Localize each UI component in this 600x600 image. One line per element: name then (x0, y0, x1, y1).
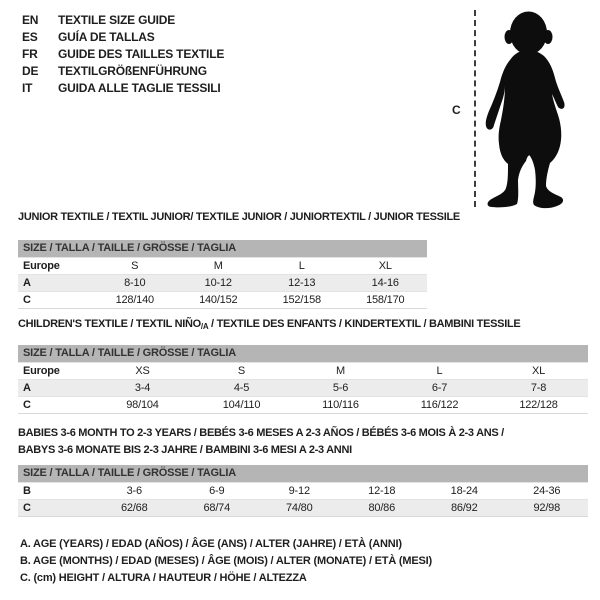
language-row (22, 46, 224, 63)
table-cell: L (298, 260, 305, 272)
table-row (18, 379, 588, 396)
title-text: / TEXTILE DES ENFANTS / KINDERTEXTIL / BAMBINI TESSILE (208, 318, 521, 330)
table-cell: XS (135, 365, 150, 377)
table-cell: 110/116 (322, 399, 359, 411)
height-measure-label: C (452, 103, 461, 117)
table-cell: 6-7 (431, 382, 448, 394)
row-label: C (23, 294, 31, 306)
table-cell: 62/68 (120, 502, 148, 514)
table-cell: 8-10 (124, 277, 146, 289)
language-row (22, 12, 224, 29)
table-cell: 10-12 (204, 277, 232, 289)
row-label: A (23, 382, 31, 394)
children-table-title (18, 318, 520, 331)
row-label: Europe (23, 260, 60, 272)
table-cell: L (436, 365, 443, 377)
title-subscript: /A (200, 322, 209, 331)
table-cell: 122/128 (519, 399, 558, 411)
junior-table-title: JUNIOR TEXTILE / TEXTIL JUNIOR/ TEXTILE JUNIOR / JUNIORTEXTIL / JUNIOR TESSILE (18, 211, 460, 223)
table-cell: 158/170 (366, 294, 405, 306)
row-label: B (23, 485, 31, 497)
babies-table-title-line2: BABYS 3-6 MONATE BIS 2-3 JAHRE / BAMBINI 3-6 MESI A 2-3 ANNI (18, 444, 352, 456)
table-cell: 68/74 (203, 502, 231, 514)
language-title: GUIDE DES TAILLES TEXTILE (58, 47, 225, 61)
table-row (18, 257, 427, 274)
size-table-header: SIZE / TALLA / TAILLE / GRÖSSE / TAGLIA (18, 240, 427, 257)
language-row (22, 29, 224, 46)
note-age-months: B. AGE (MONTHS) / EDAD (MESES) / ÂGE (MOIS) / ALTER (MONATE) / ETÀ (MESI) (20, 555, 432, 567)
table-cell: 18-24 (450, 485, 478, 497)
table-cell: 6-9 (209, 485, 225, 497)
table-cell: 5-6 (332, 382, 349, 394)
height-dashed-line (474, 10, 476, 207)
row-label: Europe (23, 365, 60, 377)
table-cell: 4-5 (233, 382, 250, 394)
table-cell: 104/110 (222, 399, 261, 411)
language-code: IT (22, 81, 33, 95)
table-cell: 80/86 (368, 502, 396, 514)
language-row (22, 80, 224, 97)
language-row (22, 63, 224, 80)
table-cell: 3-6 (126, 485, 142, 497)
table-cell: 152/158 (282, 294, 321, 306)
table-cell: 86/92 (450, 502, 478, 514)
table-cell: 7-8 (530, 382, 547, 394)
junior-size-table (18, 240, 427, 309)
language-title: TEXTILGRÖßENFÜHRUNG (58, 64, 207, 78)
table-cell: XL (531, 365, 546, 377)
size-table-header: SIZE / TALLA / TAILLE / GRÖSSE / TAGLIA (18, 465, 588, 482)
row-label: C (23, 399, 31, 411)
language-code: DE (22, 64, 39, 78)
table-cell: S (131, 260, 139, 272)
language-code: FR (22, 47, 38, 61)
table-cell: 3-4 (134, 382, 151, 394)
title-text: CHILDREN'S TEXTILE / TEXTIL NIÑO (18, 318, 201, 330)
table-cell: XL (378, 260, 392, 272)
table-row (18, 362, 588, 379)
note-age-years: A. AGE (YEARS) / EDAD (AÑOS) / ÂGE (ANS) / ALTER (JAHRE) / ETÀ (ANNI) (20, 538, 402, 550)
table-cell: M (336, 365, 345, 377)
table-cell: 9-12 (288, 485, 310, 497)
table-cell: 116/122 (420, 399, 459, 411)
table-cell: 92/98 (533, 502, 561, 514)
table-row (18, 274, 427, 291)
children-size-table (18, 345, 588, 414)
table-cell: 74/80 (285, 502, 313, 514)
language-title: GUIDA ALLE TAGLIE TESSILI (58, 81, 221, 95)
babies-size-table (18, 465, 588, 517)
table-row (18, 291, 427, 308)
language-title: TEXTILE SIZE GUIDE (58, 13, 176, 27)
table-cell: S (237, 365, 246, 377)
row-label: C (23, 502, 31, 514)
legend-notes (20, 536, 432, 587)
table-cell: 140/152 (199, 294, 238, 306)
language-code: ES (22, 30, 38, 44)
table-row (18, 499, 588, 516)
table-row (18, 482, 588, 499)
table-cell: 24-36 (533, 485, 561, 497)
table-cell: 14-16 (371, 277, 399, 289)
language-title: GUÍA DE TALLAS (58, 30, 155, 44)
note-height-cm: C. (cm) HEIGHT / ALTURA / HAUTEUR / HÖHE / ALTEZZA (20, 572, 307, 584)
table-cell: 98/104 (126, 399, 159, 411)
table-cell: 12-13 (288, 277, 316, 289)
babies-table-title-line1: BABIES 3-6 MONTH TO 2-3 YEARS / BEBÉS 3-6 MESES A 2-3 AÑOS / BÉBÉS 3-6 MOIS À 2-3 ANS / (18, 427, 504, 439)
table-row (18, 396, 588, 413)
size-table-header: SIZE / TALLA / TAILLE / GRÖSSE / TAGLIA (18, 345, 588, 362)
row-label: A (23, 277, 31, 289)
language-code: EN (22, 13, 39, 27)
table-cell: M (213, 260, 223, 272)
table-cell: 128/140 (115, 294, 154, 306)
language-list (22, 12, 224, 97)
baby-silhouette-image (484, 8, 594, 212)
table-cell: 12-18 (368, 485, 396, 497)
